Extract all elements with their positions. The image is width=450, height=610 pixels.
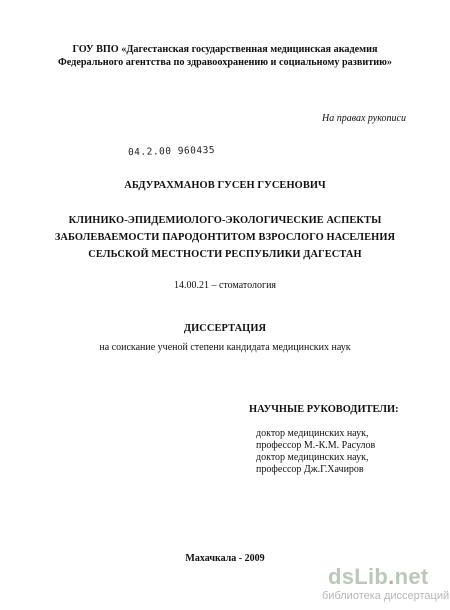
advisors-heading: НАУЧНЫЕ РУКОВОДИТЕЛИ: — [249, 404, 399, 415]
title-line-2: ЗАБОЛЕВАЕМОСТИ ПАРОДОНТИТОМ ВЗРОСЛОГО НАСЕЛЕНИЯ — [54, 232, 396, 243]
organization-line-1: ГОУ ВПО «Дагестанская государственная медицинская академия — [72, 44, 378, 55]
document-type: ДИССЕРТАЦИЯ — [183, 323, 267, 334]
advisor-line: профессор Дж.Г.Хачиров — [256, 464, 364, 475]
author-name: АБДУРАХМАНОВ ГУСЕН ГУСЕНОВИЧ — [124, 180, 326, 191]
watermark-logo-main: dsLib — [328, 564, 389, 589]
watermark-caption: библиотека диссертаций — [322, 590, 450, 602]
title-line-1: КЛИНИКО-ЭПИДЕМИОЛОГО-ЭКОЛОГИЧЕСКИЕ АСПЕКТЫ — [68, 215, 382, 226]
advisor-line: профессор М.-К.М. Расулов — [256, 440, 376, 451]
degree-line: на соискание ученой степени кандидата медицинских наук — [99, 342, 351, 353]
specialty-code: 14.00.21 – стоматология — [173, 280, 277, 291]
advisor-line: доктор медицинских наук, — [256, 428, 369, 439]
organization-line-2: Федерального агентства по здравоохранению и социальному развитию» — [58, 57, 392, 68]
title-line-3: СЕЛЬСКОЙ МЕСТНОСТИ РЕСПУБЛИКИ ДАГЕСТАН — [88, 249, 362, 260]
watermark-logo-tld: net — [394, 564, 429, 589]
inventory-stamp-number: 04.2.00 960435 — [127, 144, 216, 159]
place-and-year: Махачкала - 2009 — [185, 553, 265, 564]
watermark-logo-text — [328, 564, 429, 590]
manuscript-note: На правах рукописи — [322, 113, 406, 124]
watermark-logo-dot: . — [388, 564, 395, 589]
watermark-logo — [322, 564, 450, 604]
advisor-line: доктор медицинских наук, — [256, 452, 369, 463]
